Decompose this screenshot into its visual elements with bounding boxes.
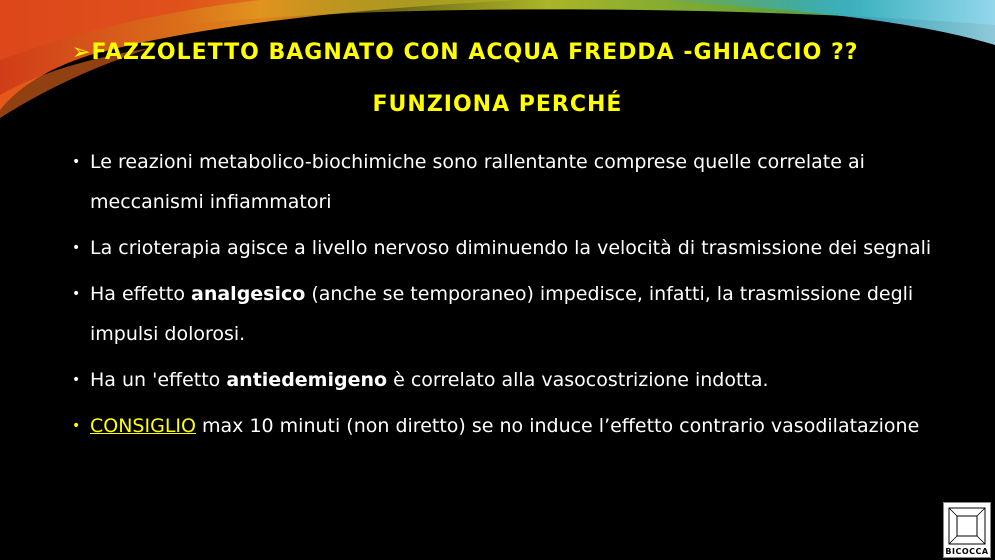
bullet-list (72, 142, 952, 452)
bullet-icon: • (72, 372, 81, 388)
bullet-text: La crioterapia agisce a livello nervoso diminuendo la velocità di trasmissione dei segnali (90, 237, 932, 259)
bullet-text: max 10 minuti (non diretto) se no induce l’effetto contrario vasodilatazione (195, 415, 920, 437)
slide-subtitle: FUNZIONA PERCHÉ (372, 92, 623, 117)
slide-title-text: FAZZOLETTO BAGNATO CON ACQUA FREDDA -GHIACCIO ?? (91, 40, 859, 65)
logo-text: BICOCCA (945, 547, 989, 556)
bullet-text: Ha effetto (90, 283, 192, 305)
title-arrow-icon: ➢ (72, 40, 92, 65)
slide-title (72, 40, 859, 65)
bullet-text: è correlato alla vasocostrizione indotta. (387, 369, 769, 391)
university-seal-icon (948, 507, 986, 545)
bullet-item (72, 274, 952, 354)
consiglio-link[interactable]: CONSIGLIO (90, 415, 196, 437)
bullet-bold-term: antiedemigeno (226, 369, 388, 391)
bullet-icon: • (72, 418, 81, 434)
bullet-item (72, 142, 952, 222)
bullet-text: Ha un 'effetto (90, 369, 227, 391)
bullet-icon: • (72, 154, 81, 170)
bullet-item-consiglio (72, 406, 952, 446)
bullet-text: Le reazioni metabolico-biochimiche sono rallentante comprese quelle correlate ai meccanismi infiammatori (90, 151, 865, 213)
bullet-item (72, 360, 952, 400)
decorative-swoosh (0, 0, 995, 140)
bullet-bold-term: analgesico (191, 283, 306, 305)
bullet-item (72, 228, 952, 268)
bullet-icon: • (72, 240, 81, 256)
university-logo (943, 502, 991, 558)
bullet-text: (anche se temporaneo) impedisce, infatti, la trasmissione degli impulsi dolorosi. (90, 283, 914, 345)
bullet-icon: • (72, 286, 81, 302)
